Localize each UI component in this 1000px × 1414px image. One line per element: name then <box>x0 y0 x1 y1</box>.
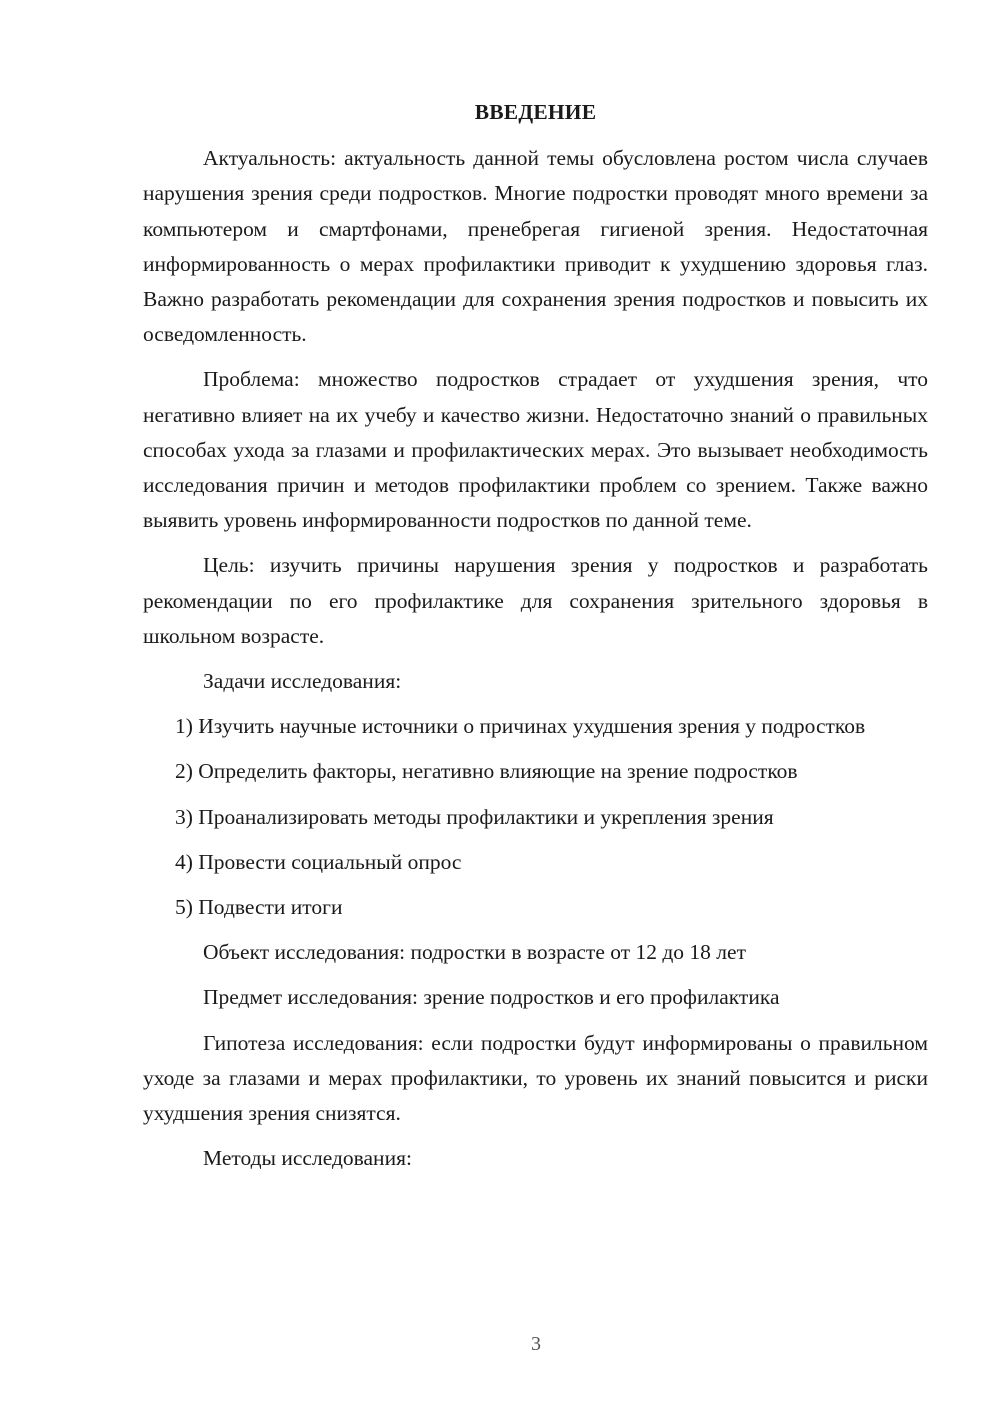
document-page <box>143 95 928 1186</box>
tasks-list <box>143 709 928 925</box>
page-number: 3 <box>531 1333 541 1355</box>
tasks-title: Задачи исследования: <box>203 669 402 694</box>
subject-line: Предмет исследования: зрение подростков и его профилактика <box>203 985 780 1010</box>
methods-title: Методы исследования: <box>203 1146 412 1171</box>
hypothesis-paragraph: Гипотеза исследования: если подростки будут информированы о правильном уходе за глазами и мерах профилактики, то уровень их знаний повысится и риски ухудшения зрения снизятся. <box>143 1030 928 1126</box>
relevance-paragraph: Актуальность: актуальность данной темы обусловлена ростом числа случаев нарушения зрения среди подростков. Многие подростки проводят много времени за компьютером и смартфонами, пренебрегая гигиеной зрения. Недостаточная информированность о мерах профилактики приводит к ухудшению здоровья глаз. Важно разработать рекомендации для сохранения зрения подростков и повысить их осведомленность. <box>143 146 928 347</box>
list-item: 1) Изучить научные источники о причинах ухудшения зрения у подростков <box>175 714 866 739</box>
list-item: 3) Проанализировать методы профилактики и укрепления зрения <box>175 804 774 829</box>
list-item: 4) Провести социальный опрос <box>175 849 462 874</box>
section-heading: ВВЕДЕНИЕ <box>474 100 597 124</box>
list-item: 2) Определить факторы, негативно влияющие на зрение подростков <box>175 759 798 784</box>
object-line: Объект исследования: подростки в возрасте от 12 до 18 лет <box>203 940 746 965</box>
problem-paragraph: Проблема: множество подростков страдает от ухудшения зрения, что негативно влияет на их учебу и качество жизни. Недостаточно знаний о правильных способах ухода за глазами и профилактических мерах. Это вызывает необходимость исследования причин и методов профилактики проблем со зрением. Также важно выявить уровень информированности подростков по данной теме. <box>143 367 928 533</box>
goal-paragraph: Цель: изучить причины нарушения зрения у подростков и разработать рекомендации по его профилактике для сохранения зрительного здоровья в школьном возрасте. <box>143 553 928 648</box>
list-item: 5) Подвести итоги <box>175 895 343 920</box>
